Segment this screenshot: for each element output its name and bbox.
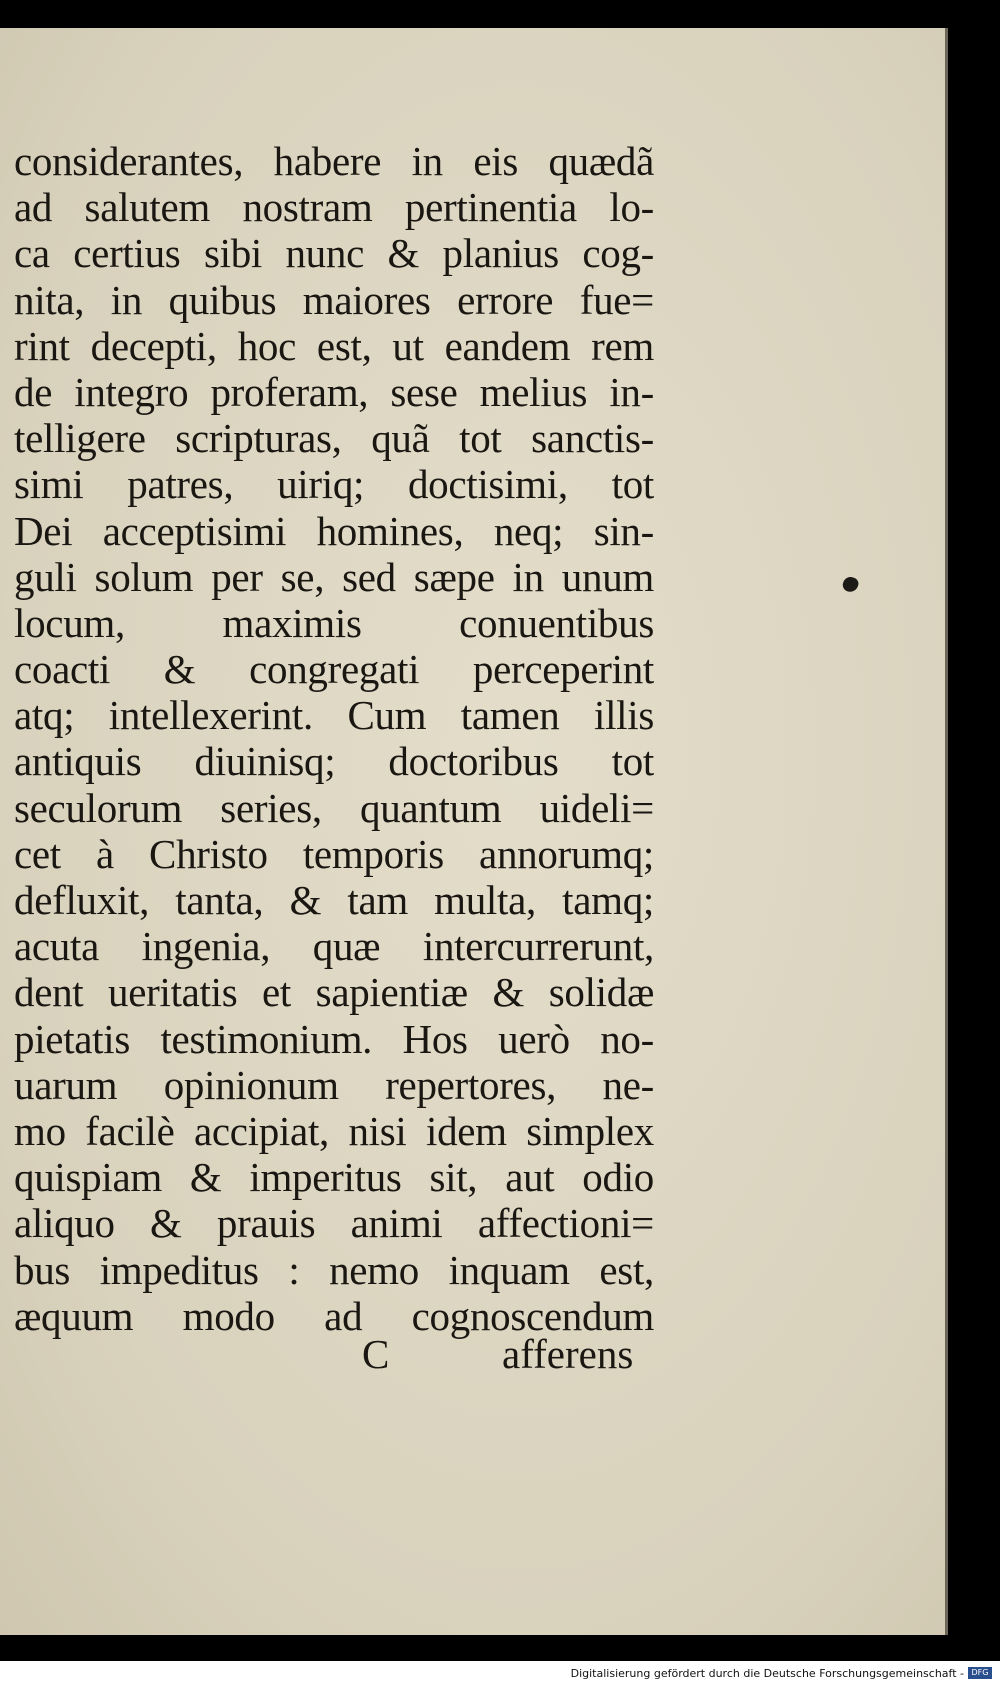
ink-blot bbox=[841, 575, 860, 594]
text-line: cet à Christo temporis annorumq; bbox=[14, 830, 654, 877]
dfg-logo-icon: DFG bbox=[968, 1667, 992, 1679]
catchword: afferens bbox=[502, 1331, 634, 1377]
text-line: de integro proferam, sese melius in- bbox=[14, 368, 654, 415]
text-line: æquum modo ad cognoscendum bbox=[14, 1292, 654, 1339]
page-text bbox=[14, 138, 654, 1339]
text-line: telligere scripturas, quã tot sanctis- bbox=[14, 415, 654, 462]
text-line: mo facilè accipiat, nisi idem simplex bbox=[14, 1107, 654, 1154]
footer-credit: Digitalisierung gefördert durch die Deutsche Forschungsgemeinschaft - bbox=[570, 1667, 964, 1680]
text-line: ad salutem nostram pertinentia lo- bbox=[14, 184, 654, 231]
text-line: dent ueritatis et sapientiæ & solidæ bbox=[14, 969, 654, 1016]
text-line: seculorum series, quantum uideli= bbox=[14, 784, 654, 831]
text-line: atq; intellexerint. Cum tamen illis bbox=[14, 692, 654, 739]
text-line: locum, maximis conuentibus bbox=[14, 599, 654, 646]
text-line: pietatis testimonium. Hos uerò no- bbox=[14, 1015, 654, 1062]
text-line: guli solum per se, sed sæpe in unum bbox=[14, 553, 654, 600]
text-line: aliquo & prauis animi affectioni= bbox=[14, 1200, 654, 1247]
text-line: Dei acceptisimi homines, neq; sin- bbox=[14, 507, 654, 554]
text-line: considerantes, habere in eis quædã bbox=[14, 138, 654, 184]
text-line: simi patres, uiriq; doctisimi, tot bbox=[14, 461, 654, 508]
text-line: defluxit, tanta, & tam multa, tamq; bbox=[14, 877, 654, 923]
book-page bbox=[0, 28, 948, 1635]
text-line: bus impeditus : nemo inquam est, bbox=[14, 1246, 654, 1293]
text-line: nita, in quibus maiores errore fue= bbox=[14, 276, 654, 323]
text-line: rint decepti, hoc est, ut eandem rem bbox=[14, 322, 654, 369]
footer-bar bbox=[0, 1661, 1000, 1687]
text-line: quispiam & imperitus sit, aut odio bbox=[14, 1154, 654, 1201]
text-line: antiquis diuinisq; doctoribus tot bbox=[14, 738, 654, 785]
text-line: ca certius sibi nunc & planius cog- bbox=[14, 230, 654, 277]
signature-mark: C bbox=[362, 1331, 390, 1377]
text-line: uarum opinionum repertores, ne- bbox=[14, 1061, 654, 1108]
text-line: coacti & congregati perceperint bbox=[14, 646, 654, 693]
text-line: acuta ingenia, quæ intercurrerunt, bbox=[14, 923, 654, 970]
